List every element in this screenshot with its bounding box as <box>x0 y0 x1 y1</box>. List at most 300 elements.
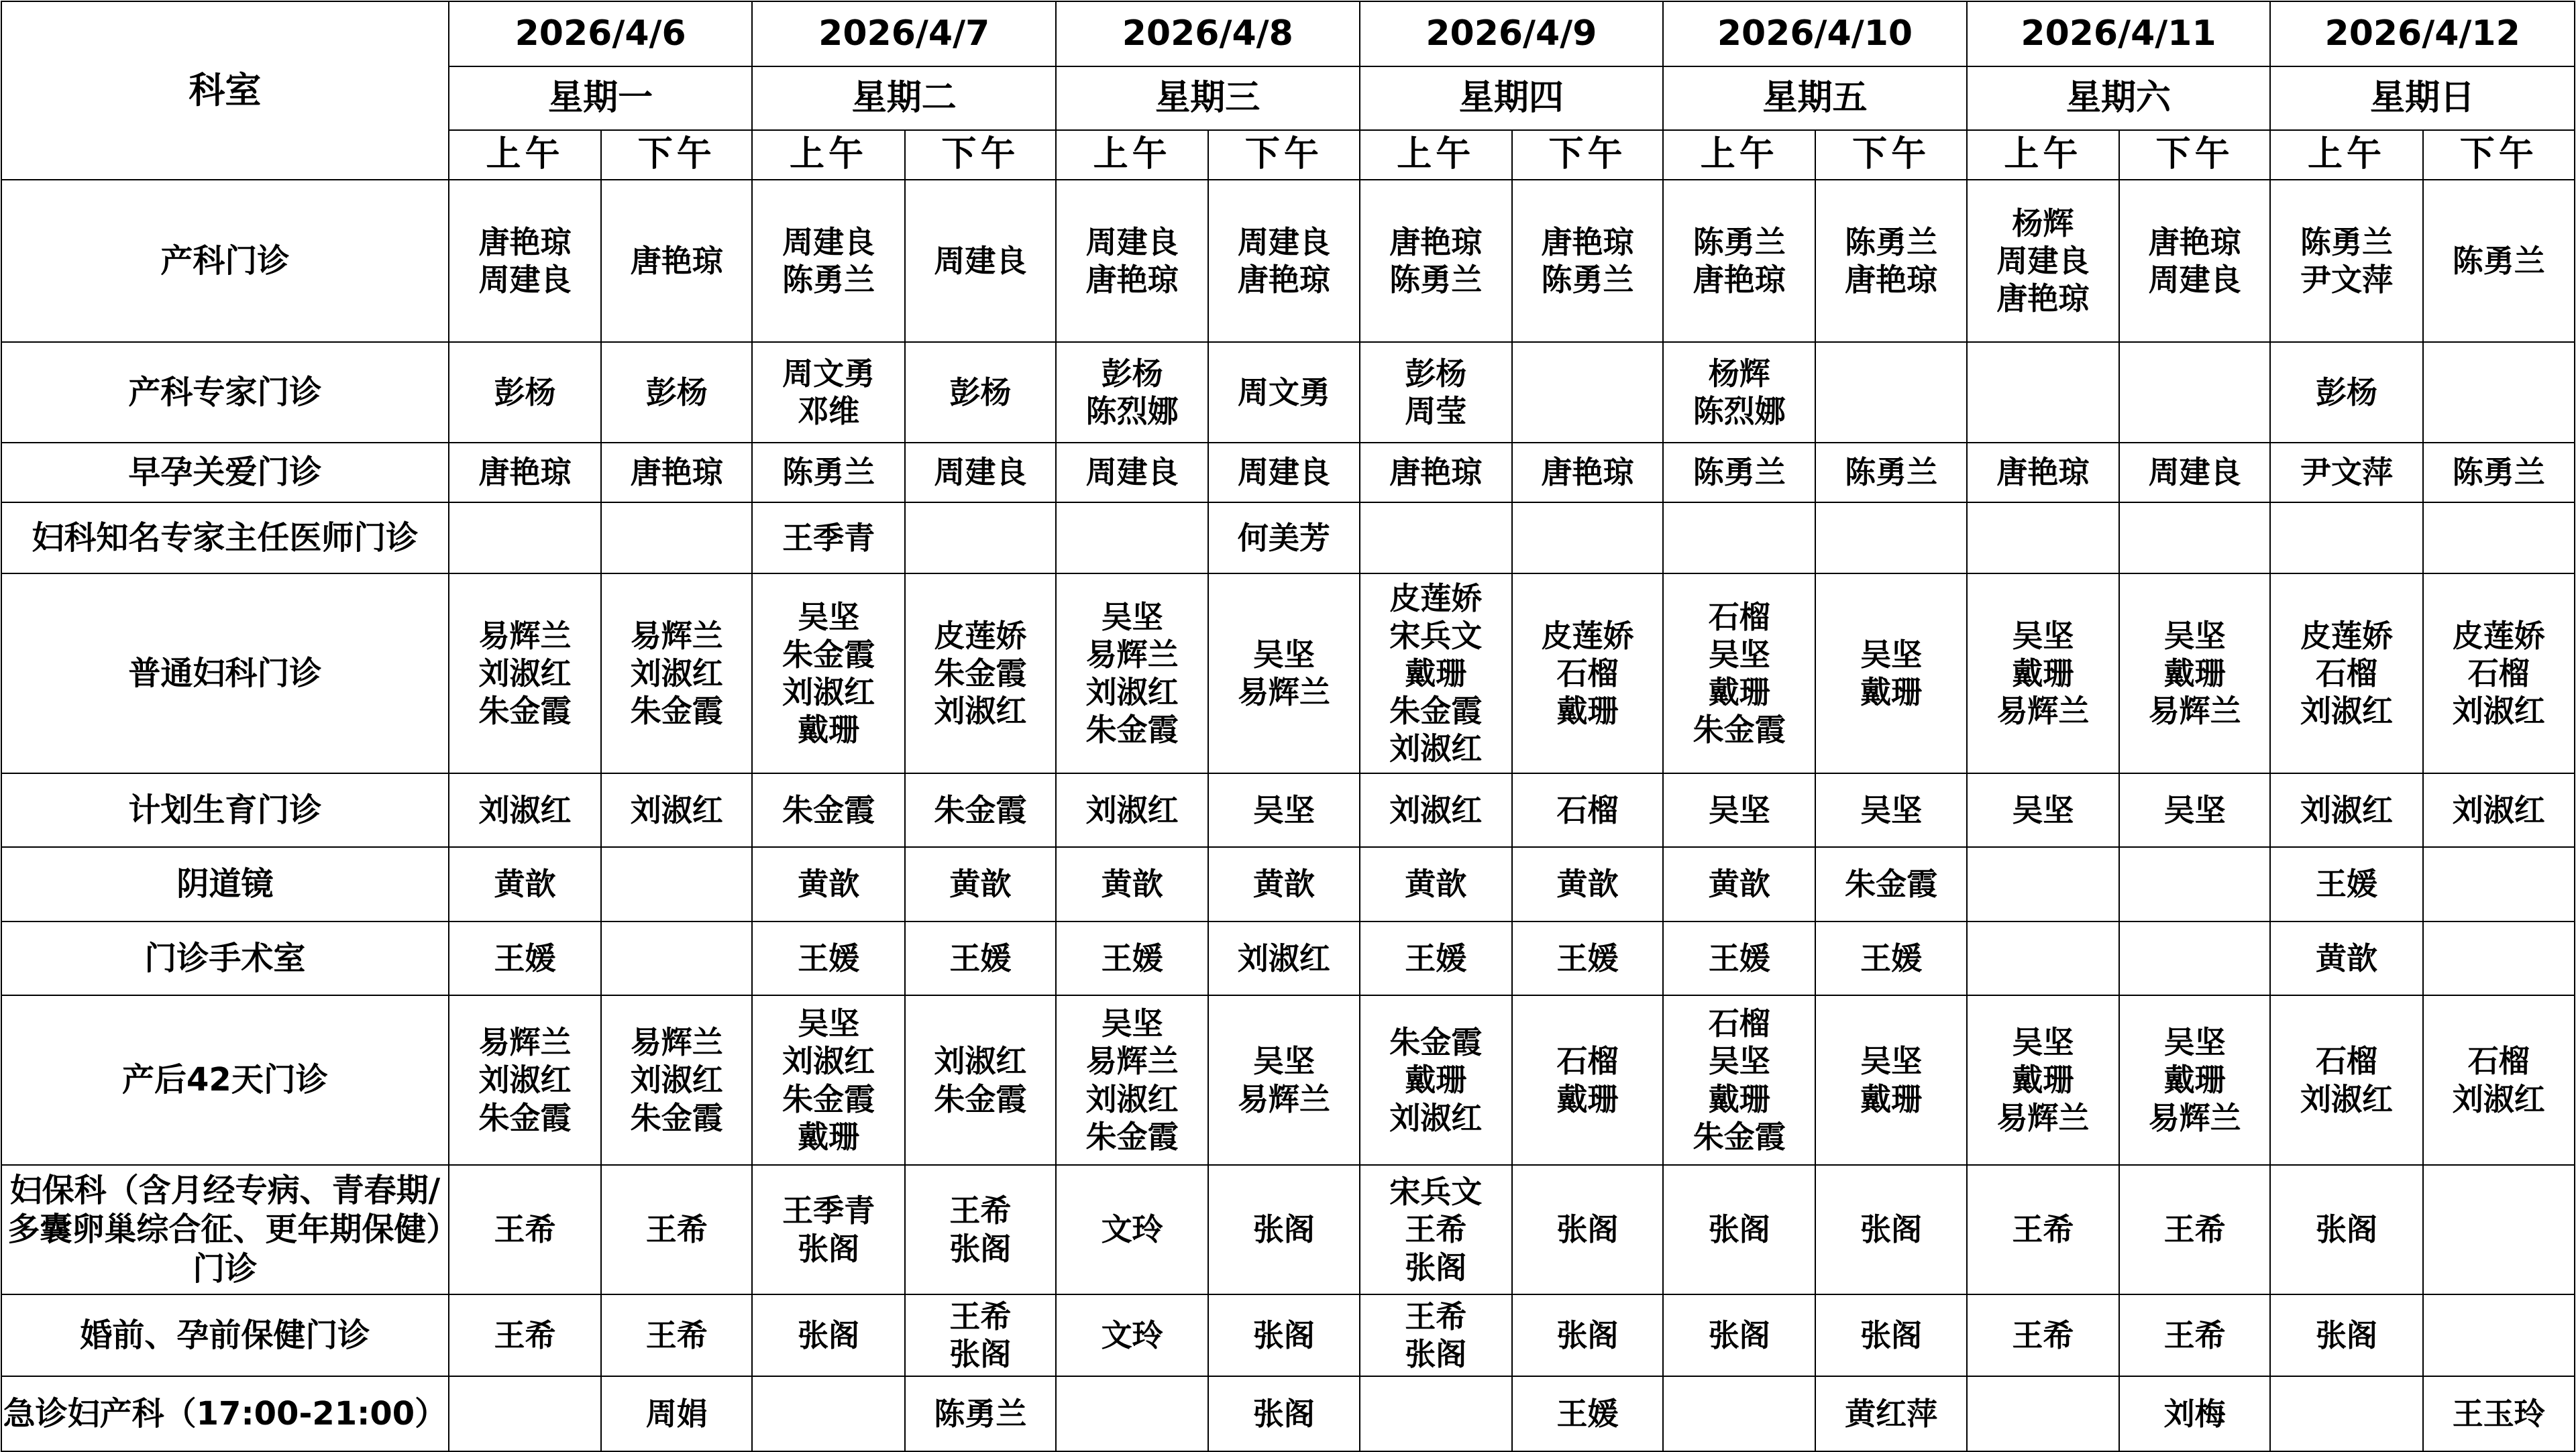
doctor-name: 石榴 <box>2315 1043 2377 1080</box>
doctor-name: 吴坚 <box>1252 1043 1315 1080</box>
schedule-cell <box>752 573 904 773</box>
doctor-name: 王希 <box>2012 1317 2074 1353</box>
doctor-name: 刘淑红 <box>1389 730 1483 767</box>
doctor-name: 宋兵文 <box>1389 1174 1483 1211</box>
doctor-name: 戴珊 <box>798 712 860 748</box>
doctor-name: 王希 <box>494 1317 556 1353</box>
doctor-name: 朱金霞 <box>478 1099 572 1136</box>
table-row <box>1 1294 2575 1376</box>
schedule-cell <box>1056 342 1208 443</box>
doctor-name: 黄歆 <box>949 866 1012 903</box>
schedule-cell <box>905 773 1056 847</box>
schedule-cell <box>905 922 1056 995</box>
doctor-name: 朱金霞 <box>630 693 723 730</box>
doctor-name: 张阁 <box>1252 1395 1315 1432</box>
doctor-name: 刘淑红 <box>478 1062 572 1099</box>
schedule-cell <box>1967 1294 2119 1376</box>
morning-header: 上午 <box>1967 130 2119 180</box>
doctor-name: 周莹 <box>1405 393 1467 429</box>
doctor-name: 陈勇兰 <box>1845 223 1938 260</box>
doctor-name: 王希 <box>949 1298 1012 1335</box>
table-row <box>1 180 2575 342</box>
schedule-cell <box>1967 443 2119 502</box>
morning-header: 上午 <box>1056 130 1208 180</box>
department-name: 产后42天门诊 <box>1 995 449 1165</box>
doctor-name: 刘淑红 <box>2452 693 2545 730</box>
doctor-name: 朱金霞 <box>1389 693 1483 730</box>
afternoon-header: 下午 <box>1208 130 1359 180</box>
doctor-name: 王媛 <box>1556 1395 1619 1432</box>
schedule-cell <box>1208 922 1359 995</box>
schedule-cell <box>1056 773 1208 847</box>
date-header: 2026/4/12 <box>2270 1 2575 66</box>
schedule-cell <box>2270 1294 2422 1376</box>
doctor-name: 刘淑红 <box>782 674 875 710</box>
doctor-name: 王希 <box>645 1211 708 1248</box>
schedule-cell <box>905 502 1056 573</box>
schedule-cell <box>1512 1376 1663 1451</box>
schedule-cell <box>1360 995 1512 1165</box>
schedule-cell <box>1208 573 1359 773</box>
doctor-name: 戴珊 <box>2012 1062 2074 1099</box>
doctor-name: 刘淑红 <box>630 655 723 691</box>
doctor-name: 戴珊 <box>1860 1080 1923 1117</box>
schedule-cell <box>1208 502 1359 573</box>
schedule-cell <box>1967 922 2119 995</box>
doctor-name: 石榴 <box>1708 598 1770 635</box>
table-row <box>1 502 2575 573</box>
doctor-name: 吴坚 <box>2163 617 2226 654</box>
doctor-name: 唐艳琼 <box>1389 454 1483 491</box>
schedule-cell <box>1360 502 1512 573</box>
schedule-cell <box>1512 1165 1663 1294</box>
schedule-cell <box>1663 443 1815 502</box>
doctor-name: 唐艳琼 <box>1237 262 1330 298</box>
schedule-cell <box>1512 922 1663 995</box>
doctor-name: 皮莲娇 <box>1389 579 1483 616</box>
schedule-cell <box>449 995 601 1165</box>
doctor-name: 吴坚 <box>1252 636 1315 673</box>
doctor-name: 黄红萍 <box>1845 1395 1938 1432</box>
date-header: 2026/4/9 <box>1360 1 1664 66</box>
schedule-cell <box>1815 342 1966 443</box>
doctor-name: 唐艳琼 <box>1996 280 2090 317</box>
doctor-name: 王希 <box>2012 1211 2074 1248</box>
doctor-name: 刘淑红 <box>1389 1099 1483 1136</box>
schedule-cell <box>2119 443 2270 502</box>
doctor-name: 王媛 <box>494 940 556 976</box>
schedule-cell <box>2270 180 2422 342</box>
doctor-name: 戴珊 <box>1405 1062 1467 1099</box>
doctor-name: 王媛 <box>1101 940 1163 976</box>
schedule-cell <box>2270 847 2422 922</box>
schedule-cell <box>601 922 752 995</box>
doctor-name: 王希 <box>645 1317 708 1353</box>
schedule-cell <box>1967 342 2119 443</box>
doctor-name: 刘淑红 <box>2300 791 2393 828</box>
doctor-name: 刘淑红 <box>2452 791 2545 828</box>
morning-header: 上午 <box>449 130 601 180</box>
afternoon-header: 下午 <box>905 130 1056 180</box>
doctor-name: 陈勇兰 <box>934 1395 1027 1432</box>
doctor-name: 唐艳琼 <box>1693 262 1786 298</box>
doctor-name: 黄歆 <box>1405 866 1467 903</box>
schedule-cell <box>1360 1165 1512 1294</box>
table-row <box>1 342 2575 443</box>
doctor-name: 周建良 <box>1237 454 1330 491</box>
department-name: 产科门诊 <box>1 180 449 342</box>
schedule-cell <box>2270 342 2422 443</box>
weekday-header: 星期五 <box>1663 66 1967 130</box>
schedule-cell <box>2119 502 2270 573</box>
doctor-name: 戴珊 <box>1860 674 1923 710</box>
schedule-cell <box>1056 847 1208 922</box>
schedule-cell <box>2270 995 2422 1165</box>
doctor-name: 刘梅 <box>2163 1395 2226 1432</box>
doctor-name: 刘淑红 <box>2300 1080 2393 1117</box>
doctor-name: 朱金霞 <box>630 1099 723 1136</box>
schedule-cell <box>905 995 1056 1165</box>
doctor-name: 黄歆 <box>1708 866 1770 903</box>
schedule-cell <box>1815 1376 1966 1451</box>
doctor-name: 刘淑红 <box>934 1043 1027 1080</box>
doctor-name: 陈烈娜 <box>1085 393 1179 429</box>
table-row <box>1 995 2575 1165</box>
doctor-name: 刘淑红 <box>1085 674 1179 710</box>
doctor-name: 周建良 <box>782 223 875 260</box>
schedule-cell <box>752 342 904 443</box>
doctor-name: 石榴 <box>2467 655 2530 691</box>
doctor-name: 唐艳琼 <box>2148 223 2241 260</box>
doctor-name: 张阁 <box>1556 1211 1619 1248</box>
doctor-name: 戴珊 <box>1405 655 1467 691</box>
morning-header: 上午 <box>1663 130 1815 180</box>
doctor-name: 黄歆 <box>2315 940 2377 976</box>
schedule-cell <box>905 180 1056 342</box>
doctor-name: 王希 <box>2163 1211 2226 1248</box>
doctor-name: 刘淑红 <box>782 1043 875 1080</box>
doctor-name: 石榴 <box>2467 1043 2530 1080</box>
schedule-cell <box>601 847 752 922</box>
schedule-cell <box>1663 995 1815 1165</box>
schedule-cell <box>752 847 904 922</box>
morning-header: 上午 <box>2270 130 2422 180</box>
dept-column-header: 科室 <box>1 1 449 180</box>
doctor-name: 刘淑红 <box>478 655 572 691</box>
doctor-name: 陈勇兰 <box>1389 262 1483 298</box>
doctor-name: 周建良 <box>934 454 1027 491</box>
doctor-name: 皮莲娇 <box>1541 617 1634 654</box>
schedule-cell <box>1815 180 1966 342</box>
doctor-name: 张阁 <box>1556 1317 1619 1353</box>
doctor-name: 朱金霞 <box>782 1080 875 1117</box>
department-name: 门诊手术室 <box>1 922 449 995</box>
doctor-name: 唐艳琼 <box>478 223 572 260</box>
doctor-name: 唐艳琼 <box>1845 262 1938 298</box>
doctor-name: 易辉兰 <box>1996 693 2090 730</box>
doctor-name: 王希 <box>494 1211 556 1248</box>
schedule-cell <box>1815 773 1966 847</box>
doctor-name: 张阁 <box>1860 1317 1923 1353</box>
doctor-name: 易辉兰 <box>1996 1099 2090 1136</box>
schedule-cell <box>2423 1294 2575 1376</box>
doctor-name: 王季青 <box>782 1192 875 1229</box>
doctor-name: 吴坚 <box>2012 791 2074 828</box>
schedule-cell <box>2119 342 2270 443</box>
schedule-cell <box>601 180 752 342</box>
schedule-cell <box>1512 573 1663 773</box>
schedule-cell <box>1056 573 1208 773</box>
doctor-name: 陈勇兰 <box>1541 262 1634 298</box>
doctor-name: 周文勇 <box>782 355 875 392</box>
doctor-name: 刘淑红 <box>2452 1080 2545 1117</box>
doctor-name: 易辉兰 <box>630 1024 723 1061</box>
doctor-name: 张阁 <box>1708 1317 1770 1353</box>
schedule-cell <box>2119 995 2270 1165</box>
weekday-header: 星期三 <box>1056 66 1360 130</box>
doctor-name: 朱金霞 <box>1693 712 1786 748</box>
doctor-name: 朱金霞 <box>934 791 1027 828</box>
doctor-name: 陈烈娜 <box>1693 393 1786 429</box>
schedule-cell <box>2270 1376 2422 1451</box>
doctor-name: 陈勇兰 <box>2300 223 2393 260</box>
schedule-cell <box>2423 995 2575 1165</box>
schedule-cell <box>1056 1376 1208 1451</box>
schedule-cell <box>752 995 904 1165</box>
doctor-name: 朱金霞 <box>1085 712 1179 748</box>
schedule-cell <box>752 922 904 995</box>
schedule-cell <box>1512 847 1663 922</box>
doctor-name: 刘淑红 <box>1389 791 1483 828</box>
schedule-cell <box>1360 922 1512 995</box>
schedule-cell <box>1663 342 1815 443</box>
doctor-name: 唐艳琼 <box>630 242 723 279</box>
doctor-name: 陈勇兰 <box>2452 242 2545 279</box>
doctor-name: 石榴 <box>1556 1043 1619 1080</box>
doctor-name: 宋兵文 <box>1389 617 1483 654</box>
schedule-cell <box>1967 847 2119 922</box>
doctor-name: 王媛 <box>1708 940 1770 976</box>
doctor-name: 戴珊 <box>1708 1080 1770 1117</box>
schedule-cell <box>905 1165 1056 1294</box>
schedule-cell <box>1967 180 2119 342</box>
schedule-cell <box>1360 1376 1512 1451</box>
schedule-cell <box>2423 1376 2575 1451</box>
schedule-cell <box>1208 847 1359 922</box>
doctor-name: 周建良 <box>2148 454 2241 491</box>
schedule-cell <box>449 773 601 847</box>
schedule-cell <box>1056 502 1208 573</box>
doctor-name: 尹文萍 <box>2300 454 2393 491</box>
doctor-name: 朱金霞 <box>934 655 1027 691</box>
doctor-name: 易辉兰 <box>2148 693 2241 730</box>
schedule-cell <box>601 443 752 502</box>
weekday-header: 星期四 <box>1360 66 1664 130</box>
schedule-cell <box>449 443 601 502</box>
schedule-cell <box>2423 502 2575 573</box>
schedule-cell <box>2119 847 2270 922</box>
schedule-cell <box>1208 1165 1359 1294</box>
department-name: 妇保科（含月经专病、青春期/多囊卵巢综合征、更年期保健）门诊 <box>1 1165 449 1294</box>
doctor-name: 何美芳 <box>1237 519 1330 556</box>
doctor-name: 朱金霞 <box>1085 1118 1179 1155</box>
doctor-name: 彭杨 <box>494 374 556 410</box>
doctor-name: 刘淑红 <box>630 791 723 828</box>
date-header: 2026/4/7 <box>752 1 1056 66</box>
doctor-name: 张阁 <box>798 1230 860 1267</box>
schedule-cell <box>601 1376 752 1451</box>
weekday-header: 星期六 <box>1967 66 2271 130</box>
doctor-name: 戴珊 <box>2012 655 2074 691</box>
schedule-cell <box>1663 1376 1815 1451</box>
doctor-name: 彭杨 <box>1101 355 1163 392</box>
doctor-name: 朱金霞 <box>782 791 875 828</box>
schedule-cell <box>449 1165 601 1294</box>
doctor-name: 张阁 <box>949 1336 1012 1372</box>
doctor-name: 张阁 <box>1252 1317 1315 1353</box>
schedule-cell <box>1815 1294 1966 1376</box>
doctor-name: 陈勇兰 <box>1693 223 1786 260</box>
table-row <box>1 573 2575 773</box>
schedule-cell <box>2423 342 2575 443</box>
doctor-name: 王希 <box>2163 1317 2226 1353</box>
schedule-cell <box>1663 502 1815 573</box>
department-name: 急诊妇产科（17:00-21:00） <box>1 1376 449 1451</box>
schedule-cell <box>2119 773 2270 847</box>
schedule-cell <box>601 1294 752 1376</box>
schedule-cell <box>1663 1165 1815 1294</box>
doctor-name: 吴坚 <box>1708 636 1770 673</box>
doctor-name: 陈勇兰 <box>782 454 875 491</box>
schedule-cell <box>1967 995 2119 1165</box>
schedule-cell <box>449 573 601 773</box>
doctor-name: 石榴 <box>2315 655 2377 691</box>
schedule-cell <box>1815 995 1966 1165</box>
doctor-name: 朱金霞 <box>934 1080 1027 1117</box>
doctor-name: 周建良 <box>1237 223 1330 260</box>
morning-header: 上午 <box>1360 130 1512 180</box>
department-name: 普通妇科门诊 <box>1 573 449 773</box>
doctor-name: 唐艳琼 <box>1389 223 1483 260</box>
doctor-name: 易辉兰 <box>1085 1043 1179 1080</box>
schedule-cell <box>1815 1165 1966 1294</box>
schedule-cell <box>1967 502 2119 573</box>
doctor-name: 周娟 <box>645 1395 708 1432</box>
schedule-cell <box>2423 443 2575 502</box>
table-row <box>1 847 2575 922</box>
schedule-cell <box>1360 1294 1512 1376</box>
doctor-name: 王媛 <box>2315 866 2377 903</box>
doctor-name: 周建良 <box>2148 262 2241 298</box>
doctor-name: 唐艳琼 <box>630 454 723 491</box>
doctor-name: 吴坚 <box>2163 791 2226 828</box>
schedule-cell <box>2119 1376 2270 1451</box>
schedule-cell <box>601 773 752 847</box>
schedule-cell <box>1360 443 1512 502</box>
doctor-name: 易辉兰 <box>478 617 572 654</box>
schedule-cell <box>1208 443 1359 502</box>
schedule-cell <box>1512 502 1663 573</box>
schedule-cell <box>752 1165 904 1294</box>
schedule-cell <box>2119 1165 2270 1294</box>
schedule-cell <box>1512 1294 1663 1376</box>
doctor-name: 吴坚 <box>798 598 860 635</box>
doctor-name: 彭杨 <box>949 374 1012 410</box>
doctor-name: 文玲 <box>1101 1317 1163 1353</box>
doctor-name: 吴坚 <box>1101 598 1163 635</box>
schedule-cell <box>1056 443 1208 502</box>
doctor-name: 吴坚 <box>798 1005 860 1042</box>
schedule-cell <box>601 995 752 1165</box>
schedule-cell <box>905 573 1056 773</box>
doctor-name: 朱金霞 <box>1845 866 1938 903</box>
doctor-name: 吴坚 <box>1860 791 1923 828</box>
schedule-cell <box>1815 922 1966 995</box>
doctor-name: 周建良 <box>478 262 572 298</box>
schedule-cell <box>2270 573 2422 773</box>
schedule-cell <box>752 1294 904 1376</box>
table-row <box>1 773 2575 847</box>
schedule-table <box>1 1 2575 1452</box>
weekday-header: 星期日 <box>2270 66 2575 130</box>
schedule-cell <box>1663 847 1815 922</box>
schedule-cell <box>1967 573 2119 773</box>
doctor-name: 刘淑红 <box>2300 693 2393 730</box>
doctor-name: 吴坚 <box>1101 1005 1163 1042</box>
schedule-cell <box>1360 180 1512 342</box>
schedule-cell <box>1208 773 1359 847</box>
weekday-header: 星期二 <box>752 66 1056 130</box>
doctor-name: 刘淑红 <box>934 693 1027 730</box>
doctor-name: 戴珊 <box>1556 1080 1619 1117</box>
schedule-cell <box>1815 847 1966 922</box>
schedule-cell <box>905 342 1056 443</box>
date-header: 2026/4/10 <box>1663 1 1967 66</box>
doctor-name: 石榴 <box>1556 791 1619 828</box>
doctor-name: 吴坚 <box>1708 791 1770 828</box>
doctor-name: 王玉玲 <box>2452 1395 2545 1432</box>
schedule-cell <box>1967 773 2119 847</box>
schedule-cell <box>2423 922 2575 995</box>
doctor-name: 王媛 <box>1556 940 1619 976</box>
schedule-cell <box>752 502 904 573</box>
doctor-name: 戴珊 <box>1556 693 1619 730</box>
department-name: 婚前、孕前保健门诊 <box>1 1294 449 1376</box>
doctor-name: 吴坚 <box>1708 1043 1770 1080</box>
schedule-cell <box>905 1294 1056 1376</box>
doctor-name: 黄歆 <box>1252 866 1315 903</box>
schedule-cell <box>1208 995 1359 1165</box>
schedule-cell <box>1663 1294 1815 1376</box>
doctor-name: 吴坚 <box>2163 1024 2226 1061</box>
schedule-cell <box>2119 180 2270 342</box>
afternoon-header: 下午 <box>2423 130 2575 180</box>
schedule-cell <box>1967 1376 2119 1451</box>
doctor-name: 王媛 <box>798 940 860 976</box>
schedule-cell <box>1663 922 1815 995</box>
schedule-cell <box>2119 573 2270 773</box>
schedule-cell <box>1360 573 1512 773</box>
schedule-cell <box>1208 342 1359 443</box>
doctor-name: 刘淑红 <box>478 791 572 828</box>
doctor-name: 文玲 <box>1101 1211 1163 1248</box>
doctor-name: 陈勇兰 <box>1693 454 1786 491</box>
doctor-name: 易辉兰 <box>1085 636 1179 673</box>
doctor-name: 唐艳琼 <box>1996 454 2090 491</box>
department-name: 妇科知名专家主任医师门诊 <box>1 502 449 573</box>
doctor-name: 王季青 <box>782 519 875 556</box>
doctor-name: 陈勇兰 <box>1845 454 1938 491</box>
